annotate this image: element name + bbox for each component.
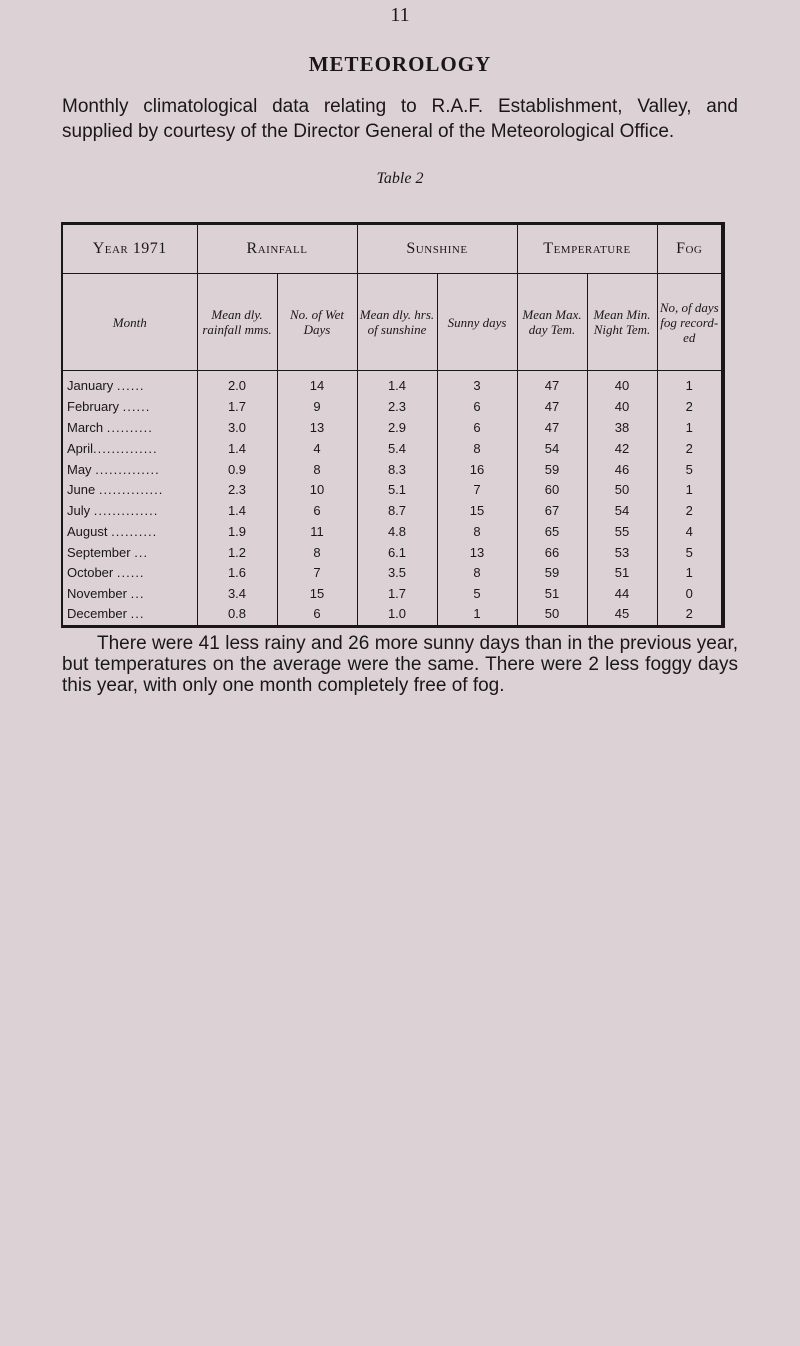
month-cell: December ... [63, 604, 197, 625]
max-temp-cell: 60 [517, 479, 587, 500]
fog-header: Fog [657, 225, 721, 274]
fog-days-cell: 5 [685, 544, 693, 560]
table-row [63, 583, 721, 604]
month-cell: August .......... [63, 521, 197, 542]
temperature-header: Temperature [517, 225, 657, 274]
fog-days-cell: 1 [685, 419, 693, 435]
rainfall-cell: 3.4 [197, 583, 277, 604]
wet-days-cell: 10 [277, 479, 357, 500]
wet-days-cell: 13 [277, 417, 357, 438]
max-temp-cell: 54 [517, 438, 587, 459]
min-temp-cell: 50 [587, 479, 657, 500]
fog-days-cell: 1 [685, 565, 693, 581]
sunshine-mean-header: Mean dly. hrs. of sunshine [357, 274, 437, 371]
fog-days-cell: 1 [685, 378, 693, 394]
rainfall-cell: 1.4 [197, 438, 277, 459]
sunny-days-cell: 7 [437, 479, 517, 500]
fog-days-header: No, of days fog record- ed [657, 274, 721, 371]
sunny-days-cell: 3 [437, 371, 517, 397]
column-header-row [63, 274, 721, 371]
table-row [63, 563, 721, 584]
rainfall-header: Rainfall [197, 225, 357, 274]
table-row [63, 417, 721, 438]
table-row [63, 521, 721, 542]
min-temp-cell: 40 [587, 371, 657, 397]
min-temp-cell: 44 [587, 583, 657, 604]
fog-days-cell: 5 [685, 461, 693, 477]
sunny-days-cell: 6 [437, 417, 517, 438]
table-row [63, 396, 721, 417]
rainfall-cell: 2.3 [197, 479, 277, 500]
sunny-days-cell: 5 [437, 583, 517, 604]
rainfall-cell: 1.6 [197, 563, 277, 584]
min-temp-cell: 53 [587, 542, 657, 563]
sunshine-cell: 3.5 [357, 563, 437, 584]
max-temp-cell: 67 [517, 500, 587, 521]
sunshine-cell: 1.0 [357, 604, 437, 625]
min-temp-cell: 38 [587, 417, 657, 438]
month-cell: January ...... [63, 371, 197, 397]
month-cell: November ... [63, 583, 197, 604]
year-header: Year 1971 [63, 225, 197, 274]
min-temp-cell: 45 [587, 604, 657, 625]
max-temp-cell: 50 [517, 604, 587, 625]
fog-days-cell: 0 [685, 586, 693, 602]
sunshine-cell: 2.3 [357, 396, 437, 417]
sunshine-header: Sunshine [357, 225, 517, 274]
wet-days-header: No. of Wet Days [277, 274, 357, 371]
summary-paragraph: There were 41 less rainy and 26 more sunny days than in the previous year, but temperatures on the average were the same. There were 2 less foggy days this year, with only one month completely free of fog. [62, 633, 738, 696]
max-temp-cell: 59 [517, 563, 587, 584]
fog-days-cell: 2 [685, 503, 693, 519]
sunshine-cell: 8.3 [357, 459, 437, 480]
max-temp-cell: 66 [517, 542, 587, 563]
wet-days-cell: 11 [277, 521, 357, 542]
max-temp-cell: 65 [517, 521, 587, 542]
sunshine-cell: 2.9 [357, 417, 437, 438]
max-temp-cell: 59 [517, 459, 587, 480]
wet-days-cell: 6 [277, 500, 357, 521]
wet-days-cell: 7 [277, 563, 357, 584]
table-row [63, 479, 721, 500]
rainfall-cell: 0.8 [197, 604, 277, 625]
max-temp-cell: 47 [517, 396, 587, 417]
max-temp-header: Mean Max. day Tem. [517, 274, 587, 371]
sunshine-cell: 1.7 [357, 583, 437, 604]
sunny-days-header: Sunny days [437, 274, 517, 371]
group-header-row [63, 225, 721, 274]
sunshine-cell: 5.4 [357, 438, 437, 459]
wet-days-cell: 14 [277, 371, 357, 397]
min-temp-cell: 46 [587, 459, 657, 480]
wet-days-cell: 4 [277, 438, 357, 459]
fog-days-cell: 4 [685, 523, 693, 539]
sunshine-cell: 8.7 [357, 500, 437, 521]
month-cell: June .............. [63, 479, 197, 500]
rainfall-cell: 1.4 [197, 500, 277, 521]
month-cell: October ...... [63, 563, 197, 584]
sunny-days-cell: 8 [437, 438, 517, 459]
wet-days-cell: 8 [277, 542, 357, 563]
table-row [63, 371, 721, 397]
sunny-days-cell: 15 [437, 500, 517, 521]
wet-days-cell: 8 [277, 459, 357, 480]
rainfall-cell: 1.9 [197, 521, 277, 542]
sunny-days-cell: 1 [437, 604, 517, 625]
month-cell: March .......... [63, 417, 197, 438]
sunshine-cell: 1.4 [357, 371, 437, 397]
table-row [63, 542, 721, 563]
sunny-days-cell: 16 [437, 459, 517, 480]
rainfall-cell: 1.7 [197, 396, 277, 417]
table-row [63, 500, 721, 521]
sunny-days-cell: 8 [437, 521, 517, 542]
sunny-days-cell: 8 [437, 563, 517, 584]
rainfall-cell: 0.9 [197, 459, 277, 480]
page-number: 11 [390, 4, 410, 26]
month-cell: April.............. [63, 438, 197, 459]
month-cell: July .............. [63, 500, 197, 521]
min-temp-header: Mean Min. Night Tem. [587, 274, 657, 371]
min-temp-cell: 54 [587, 500, 657, 521]
max-temp-cell: 47 [517, 371, 587, 397]
table-row [63, 604, 721, 625]
rainfall-mean-header: Mean dly. rainfall mms. [197, 274, 277, 371]
min-temp-cell: 40 [587, 396, 657, 417]
sunshine-cell: 6.1 [357, 542, 437, 563]
month-cell: September ... [63, 542, 197, 563]
min-temp-cell: 51 [587, 563, 657, 584]
max-temp-cell: 47 [517, 417, 587, 438]
rainfall-cell: 2.0 [197, 371, 277, 397]
max-temp-cell: 51 [517, 583, 587, 604]
month-cell: February ...... [63, 396, 197, 417]
rainfall-cell: 3.0 [197, 417, 277, 438]
table-caption: Table 2 [376, 170, 424, 187]
fog-days-cell: 2 [685, 399, 693, 415]
page-title: METEOROLOGY [308, 52, 492, 76]
month-cell: May .............. [63, 459, 197, 480]
table-row [63, 438, 721, 459]
fog-days-cell: 1 [685, 482, 693, 498]
min-temp-cell: 55 [587, 521, 657, 542]
table-row [63, 459, 721, 480]
sunny-days-cell: 6 [437, 396, 517, 417]
sunny-days-cell: 13 [437, 542, 517, 563]
fog-days-cell: 2 [685, 606, 693, 622]
sunshine-cell: 4.8 [357, 521, 437, 542]
min-temp-cell: 42 [587, 438, 657, 459]
wet-days-cell: 6 [277, 604, 357, 625]
wet-days-cell: 9 [277, 396, 357, 417]
table-body [63, 371, 721, 626]
climate-table [61, 222, 725, 628]
sunshine-cell: 5.1 [357, 479, 437, 500]
wet-days-cell: 15 [277, 583, 357, 604]
fog-days-cell: 2 [685, 440, 693, 456]
intro-paragraph: Monthly climatological data relating to R.A.F. Establishment, Valley, and supplied by courtesy of the Director General of the Meteorological Office. [62, 96, 738, 142]
rainfall-cell: 1.2 [197, 542, 277, 563]
month-column-header: Month [63, 274, 197, 371]
